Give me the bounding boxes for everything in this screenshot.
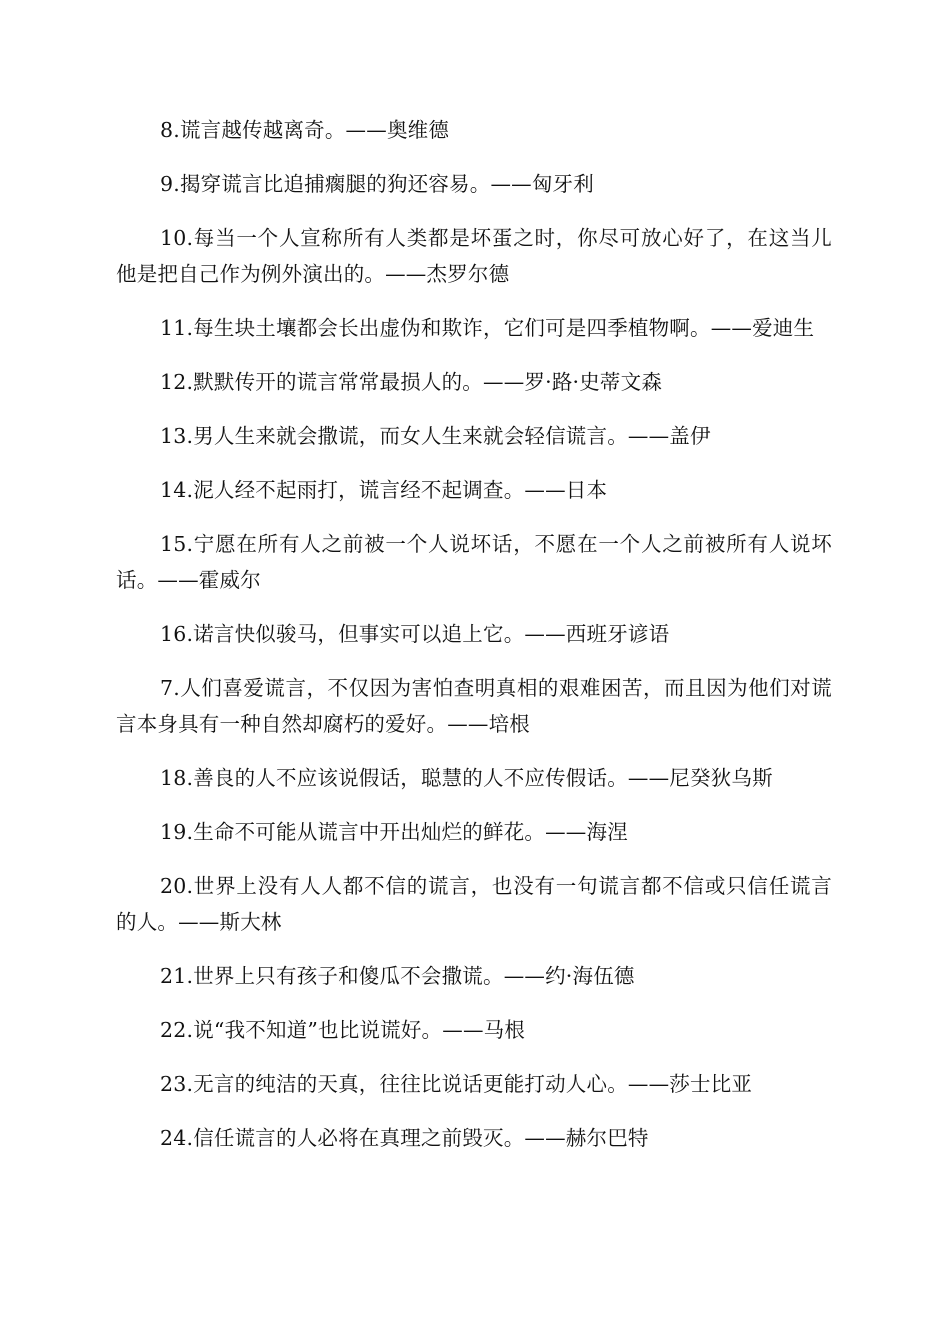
quote-item: 9.揭穿谎言比追捕瘸腿的狗还容易。——匈牙利	[160, 172, 594, 196]
quote-item: 12.默默传开的谎言常常最损人的。——罗·路·史蒂文森	[160, 370, 663, 394]
quote-list	[116, 112, 832, 1174]
quote-item: 16.诺言快似骏马，但事实可以追上它。——西班牙谚语	[160, 622, 670, 646]
quote-item: 10.每当一个人宣称所有人类都是坏蛋之时，你尽可放心好了，在这当儿他是把自己作为例外演出的。——杰罗尔德	[116, 226, 832, 286]
quote-item: 21.世界上只有孩子和傻瓜不会撒谎。——约·海伍德	[160, 964, 635, 988]
quote-item: 11.每生块土壤都会长出虚伪和欺诈，它们可是四季植物啊。——爱迪生	[160, 316, 815, 340]
quote-item: 22.说“我不知道”也比说谎好。——马根	[160, 1018, 526, 1042]
quote-item: 19.生命不可能从谎言中开出灿烂的鲜花。——海涅	[160, 820, 628, 844]
quote-item: 15.宁愿在所有人之前被一个人说坏话，不愿在一个人之前被所有人说坏话。——霍威尔	[116, 532, 832, 592]
quote-item: 20.世界上没有人人都不信的谎言，也没有一句谎言都不信或只信任谎言的人。——斯大林	[116, 874, 832, 934]
quote-item: 14.泥人经不起雨打，谎言经不起调查。——日本	[160, 478, 608, 502]
quote-item: 13.男人生来就会撒谎，而女人生来就会轻信谎言。——盖伊	[160, 424, 711, 448]
quote-item: 24.信任谎言的人必将在真理之前毁灭。——赫尔巴特	[160, 1126, 649, 1150]
quote-item: 18.善良的人不应该说假话，聪慧的人不应传假话。——尼癸狄乌斯	[160, 766, 773, 790]
quote-item: 23.无言的纯洁的天真，往往比说话更能打动人心。——莎士比亚	[160, 1072, 753, 1096]
quote-item: 7.人们喜爱谎言，不仅因为害怕查明真相的艰难困苦，而且因为他们对谎言本身具有一种自然却腐朽的爱好。——培根	[116, 676, 832, 736]
quote-item: 8.谎言越传越离奇。——奥维德	[160, 118, 450, 142]
